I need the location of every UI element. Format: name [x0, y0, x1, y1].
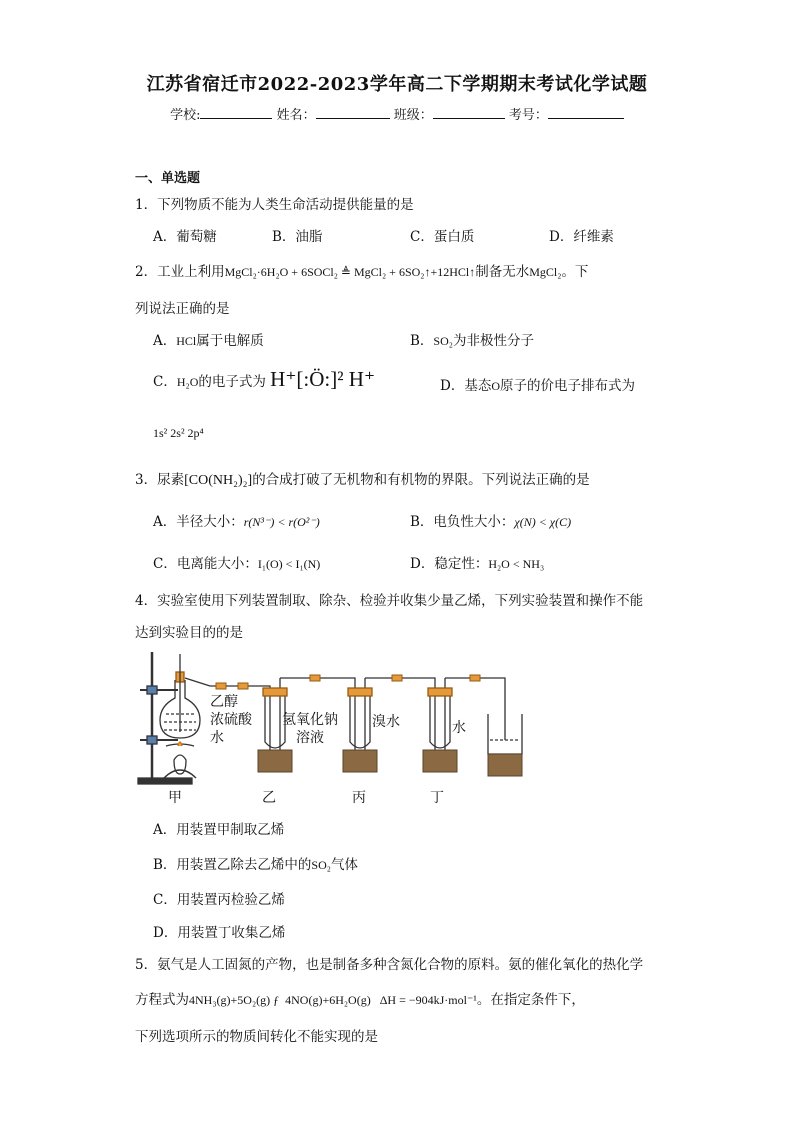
q2-tail: 制备无水: [475, 264, 530, 280]
q3-b-math: χ(N) < χ(C): [514, 515, 572, 529]
label-naoh: 氢氧化钠: [282, 712, 338, 728]
name-blank[interactable]: [316, 106, 390, 119]
name-label: 姓名：: [276, 108, 316, 123]
q3-text: 的合成打破了无机物和有机物的界限。下列说法正确的是: [252, 472, 590, 488]
q1-option-a[interactable]: A．葡萄糖: [153, 229, 217, 245]
q3-b-prefix: B．电负性大小：: [410, 514, 515, 530]
class-label: 班级：: [393, 108, 433, 123]
number-label: 考号：: [508, 108, 548, 123]
q3-c-prefix: C．电离能大小：: [153, 556, 258, 572]
q3-option-a[interactable]: [153, 510, 320, 530]
student-info-line: [0, 104, 794, 123]
q2-c-text: 的电子式为: [198, 374, 266, 390]
q4-option-b[interactable]: [153, 853, 358, 873]
urea-formula: [CO(NH₂)₂]: [184, 473, 253, 488]
electron-dot-structure: H⁺[:Ö:]² H⁺: [270, 367, 376, 391]
q2-b-formula: SO₂: [433, 334, 453, 348]
q3-option-c[interactable]: [153, 552, 320, 572]
q2-a-prefix: A．: [153, 333, 177, 349]
label-water-jia: 水: [210, 730, 224, 746]
q4-stem-line2: 达到实验目的的是: [135, 625, 243, 641]
page-title: 江苏省宿迁市2022-2023学年高二下学期期末考试化学试题: [146, 74, 648, 95]
q2-stem-line2: 列说法正确的是: [135, 301, 230, 317]
label-bromine-water: 溴水: [372, 714, 400, 730]
q1-option-c[interactable]: C．蛋白质: [410, 229, 475, 245]
q4-b-text: 气体: [330, 857, 358, 873]
q2-b-prefix: B．: [410, 333, 434, 349]
q2-b-text: 为非极性分子: [452, 333, 534, 349]
q2-option-c[interactable]: [153, 367, 375, 392]
q2-product: MgCl₂: [529, 265, 562, 279]
q2-a-text: 属于电解质: [196, 333, 264, 349]
school-blank[interactable]: [200, 106, 272, 119]
q3-a-math: r(N³⁻) < r(O²⁻): [243, 515, 320, 529]
q4-b-prefix: B．用装置乙除去乙烯中的: [153, 857, 312, 873]
q2-option-a[interactable]: [153, 329, 264, 349]
q3-option-d[interactable]: [410, 552, 544, 572]
q2-d-formula: O: [491, 379, 500, 393]
q4-option-a[interactable]: A．用装置甲制取乙烯: [153, 822, 285, 838]
label-bing: 丙: [352, 790, 366, 806]
q1-stem: 1．下列物质不能为人类生命活动提供能量的是: [135, 197, 414, 213]
ammonia-oxidation-equation: 4NH₃(g)+5O₂(g) ƒ 4NO(g)+6H₂O(g) ΔH = −904kJ·mol⁻¹: [189, 993, 477, 1007]
q4-b-formula: SO₂: [311, 858, 331, 872]
q2-equation: MgCl₂·6H₂O + 6SOCl₂ ≜ MgCl₂ + 6SO₂↑+12HCl↑: [224, 265, 476, 279]
q2-option-d[interactable]: [440, 374, 635, 394]
q3-stem: [135, 468, 590, 489]
q3-d-math: H₂O < NH₃: [488, 557, 545, 571]
q2-a-formula: HCl: [176, 334, 197, 348]
q5-stem-line2: [135, 988, 585, 1008]
q3-option-b[interactable]: [410, 510, 571, 530]
q1-option-d[interactable]: D．纤维素: [549, 229, 614, 245]
label-ethanol: 乙醇: [210, 694, 238, 710]
q3-prefix: 3．尿素: [135, 472, 185, 488]
q5-text: 。在指定条件下，: [476, 992, 585, 1008]
q3-a-prefix: A．半径大小：: [153, 514, 244, 530]
q3-d-prefix: D．稳定性：: [410, 556, 489, 572]
q2-d-prefix: D．基态: [440, 378, 492, 394]
q5-stem: 5．氨气是人工固氮的产物，也是制备多种含氮化合物的原料。氨的催化氧化的热化学: [135, 957, 644, 973]
section-heading: 一、单选题: [135, 171, 201, 186]
q2-option-b[interactable]: [410, 329, 534, 349]
q2-c-prefix: C．: [153, 374, 177, 390]
q2-num: 2．工业上利用: [135, 264, 225, 280]
q5-stem-line3: 下列选项所示的物质间转化不能实现的是: [135, 1029, 378, 1045]
q2-c-formula: H₂O: [176, 375, 199, 389]
q4-stem: 4．实验室使用下列装置制取、除杂、检验并收集少量乙烯，下列实验装置和操作不能: [135, 593, 644, 609]
school-label: 学校:: [170, 108, 201, 123]
q3-c-math: I₁(O) < I₁(N): [257, 557, 321, 571]
q5-prefix: 方程式为: [135, 992, 189, 1008]
label-sulfuric-acid: 浓硫酸: [210, 712, 252, 728]
q2-end: 。下: [561, 264, 589, 280]
q4-option-d[interactable]: D．用装置丁收集乙烯: [153, 925, 286, 941]
number-blank[interactable]: [548, 106, 624, 119]
label-solution: 溶液: [296, 730, 324, 746]
q2-d-config: 1s² 2s² 2p⁴: [153, 426, 204, 440]
class-blank[interactable]: [433, 106, 505, 119]
q2-stem: [135, 260, 588, 280]
label-ding: 丁: [430, 790, 444, 806]
label-jia: 甲: [168, 790, 182, 806]
label-yi: 乙: [262, 790, 276, 806]
q4-option-c[interactable]: C．用装置丙检验乙烯: [153, 892, 285, 908]
label-water-ding: 水: [452, 720, 466, 736]
apparatus-diagram: [130, 650, 530, 808]
q2-d-text: 原子的价电子排布式为: [500, 378, 635, 394]
q1-option-b[interactable]: B．油脂: [272, 229, 323, 245]
